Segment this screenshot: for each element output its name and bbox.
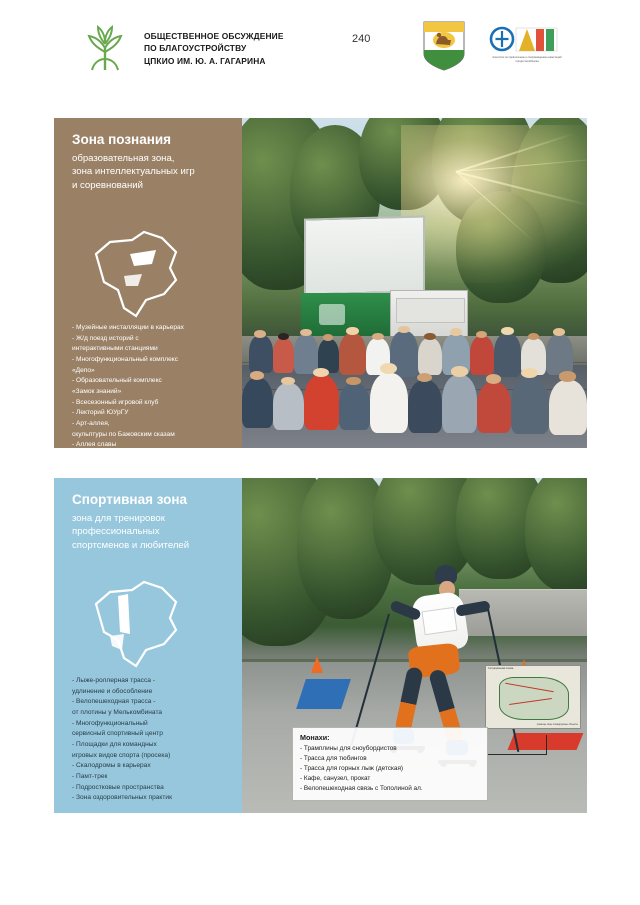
list-item: - Трасса для горных лыж (детская): [300, 765, 404, 773]
outdoor-cinema-photo: [242, 118, 587, 448]
list-item: от плотины у Мелькомбината: [72, 709, 163, 717]
list-item: «Депо»: [72, 366, 95, 374]
list-item: интерактивными станциями: [72, 345, 158, 353]
list-item: - Лекторий ЮУрГУ: [72, 409, 129, 417]
list-item: - Музейные инсталляции в карьерах: [72, 324, 184, 331]
list-item: - Аллея славы: [72, 441, 117, 449]
chelyabinsk-coat-of-arms: [422, 20, 466, 72]
tree-logo: [76, 18, 134, 76]
knowledge-zone-bullet-list: [72, 323, 240, 451]
sport-zone-map-icon: [84, 574, 192, 674]
list-item: - Лыже-роллерная трасса -: [72, 677, 155, 684]
list-item: - Зона оздоровительных практик: [72, 794, 172, 802]
roller-skier-photo: [242, 478, 587, 813]
department-caption: Агентство по привлечению и сопровождению инвестиций города Челябинска: [492, 56, 562, 63]
page-title: [144, 30, 324, 67]
subtitle-line: профессиональных: [72, 526, 160, 538]
zone-panel-sport: [54, 478, 587, 813]
list-item: удлинение и обособление: [72, 687, 153, 695]
list-item: - Площадки для командных: [72, 741, 157, 749]
list-item: - Многофункциональный комплекс: [72, 356, 179, 364]
subtitle-line: образовательная зона,: [72, 153, 175, 165]
callout-title: Монахи:: [300, 733, 330, 743]
list-item: - Трамплины для сноубордистов: [300, 745, 397, 753]
knowledge-zone-title: Зона познания: [72, 132, 172, 147]
subtitle-line: зона интеллектуальных игр: [72, 166, 195, 178]
title-line-2: ПО БЛАГОУСТРОЙСТВУ: [144, 43, 247, 54]
list-item: - Подростковые пространства: [72, 783, 164, 791]
callout-list: [300, 744, 480, 794]
list-item: - Многофункциональный: [72, 719, 148, 727]
list-item: сервисный спортивный центр: [72, 730, 163, 738]
page-number: 240: [352, 33, 371, 45]
subtitle-line: спортсменов и любителей: [72, 539, 190, 551]
list-item: - Кафе, санузел, прокат: [300, 775, 371, 783]
audience-crowd: [242, 323, 587, 448]
list-item: - Всесезонный игровой клуб: [72, 398, 159, 406]
inset-map-legend: границы зоны планируемые объекты: [536, 722, 578, 726]
sport-zone-bullet-list: [72, 676, 240, 804]
list-item: - Памт-трек: [72, 773, 108, 781]
zone-panel-knowledge: [54, 118, 587, 448]
list-item: - Арт-аллея,: [72, 420, 110, 428]
page-header: [0, 0, 640, 92]
monakhi-callout: [292, 727, 488, 801]
situation-inset-map: [485, 665, 581, 729]
list-item: - Трасса для тюбингов: [300, 755, 367, 763]
sport-zone-title: Спортивная зона: [72, 492, 188, 507]
list-item: - Ж/д поезд историй с: [72, 334, 139, 342]
list-item: - Скалодромы в карьерах: [72, 762, 151, 770]
knowledge-zone-map-icon: [84, 224, 192, 324]
blue-obstacle: [296, 679, 351, 709]
sport-zone-info: [54, 478, 242, 813]
list-item: «Замок знаний»: [72, 388, 122, 396]
sport-zone-subtitle: [72, 512, 226, 552]
inset-map-title: Ситуационная схема: [488, 667, 514, 670]
cinema-screen: [304, 215, 425, 295]
list-item: скульптуры по Бажовским сказам: [72, 430, 175, 438]
list-item: - Велопешеходная трасса -: [72, 698, 156, 706]
list-item: игровых видов спорта (просека): [72, 751, 171, 759]
title-line-3: ЦПКИО ИМ. Ю. А. ГАГАРИНА: [144, 55, 266, 66]
list-item: - Образовательный комплекс: [72, 377, 162, 385]
list-item: - Велопешеходная связь с Тополиной ал.: [300, 785, 423, 793]
subtitle-line: и соревнований: [72, 179, 144, 191]
title-line-1: ОБЩЕСТВЕННОЕ ОБСУЖДЕНИЕ: [144, 31, 284, 41]
subtitle-line: зона для тренировок: [72, 513, 165, 525]
knowledge-zone-subtitle: [72, 152, 226, 192]
traffic-cone: [311, 656, 323, 673]
knowledge-zone-info: [54, 118, 242, 448]
